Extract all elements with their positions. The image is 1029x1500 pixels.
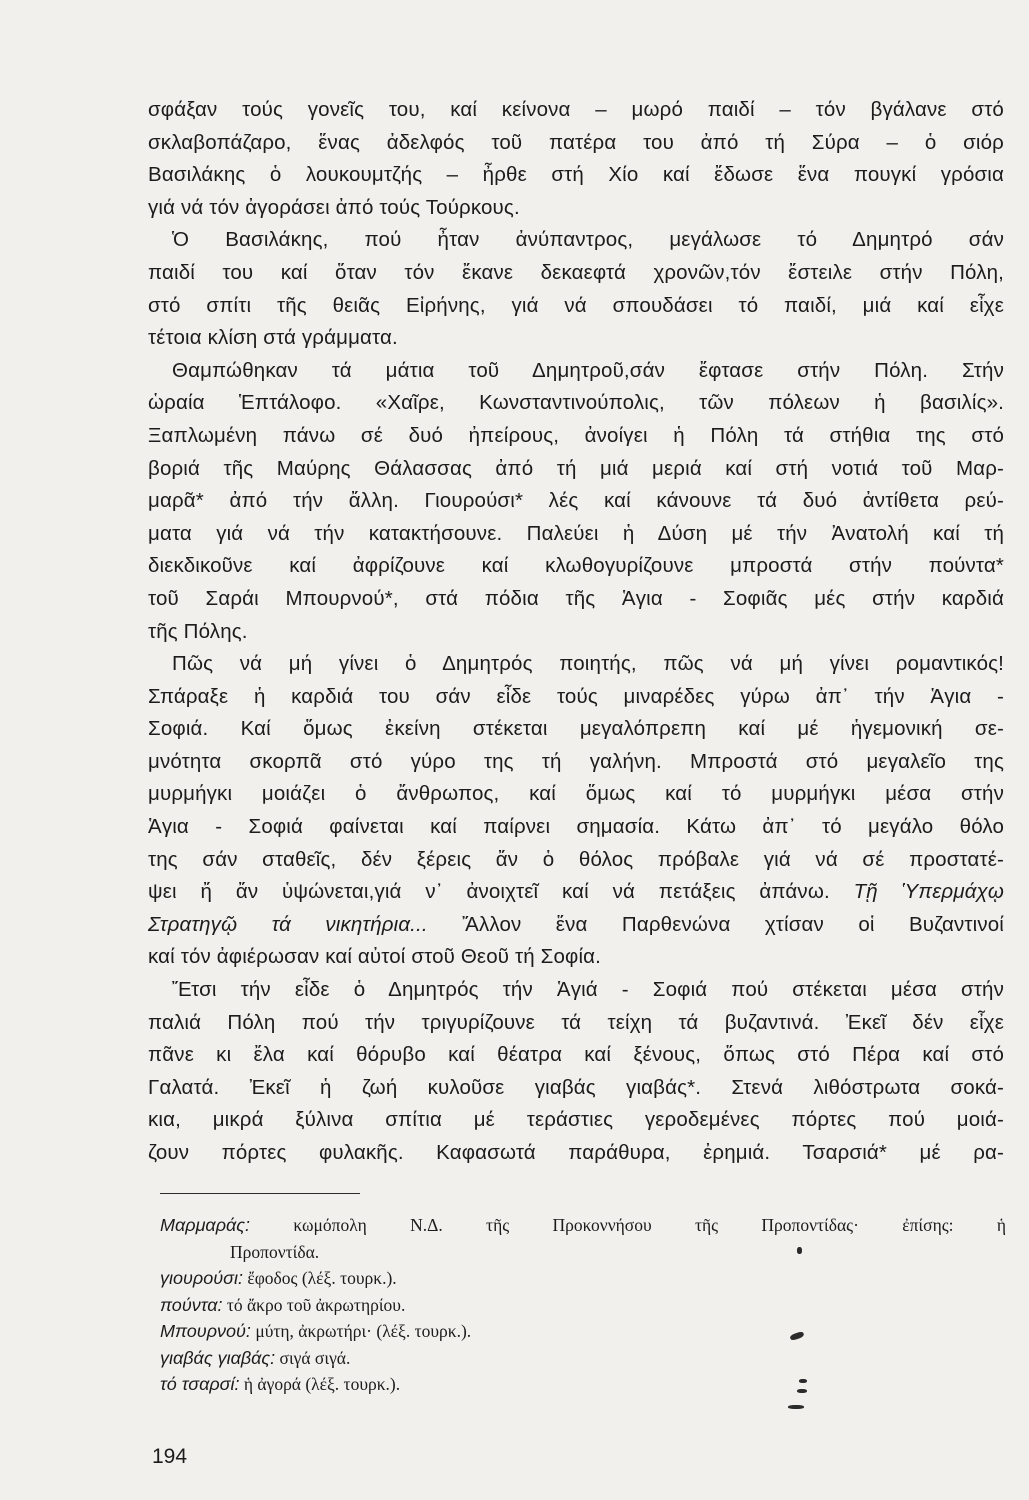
text-line: Ξαπλωμένη πάνω σέ δυό ἠπείρους, ἀνοίγει ἡ Πόλη τά στήθια της στό — [148, 423, 1004, 447]
text-line: Σοφιά. Καί ὅμως ἐκείνη στέκεται μεγαλόπρεπη καί μέ ἡγεμονική σε- — [148, 717, 1004, 741]
italic-quote: Στρατηγῷ τά νικητήρια... — [148, 912, 428, 936]
text-line: στό σπίτι τῆς θειᾶς Εἰρήνης, γιά νά σπουδάσει τό παιδί, μιά καί εἶχε — [148, 293, 1004, 317]
footnote — [160, 1345, 1006, 1372]
text-line: κια, μικρά ξύλινα σπίτια μέ τεράστιες γεροδεμένες πόρτες πού μοιά- — [148, 1108, 1004, 1132]
footnote-term: Μπουρνού: — [160, 1321, 251, 1341]
italic-quote: Τῇ Ὑπερμάχῳ — [829, 880, 1004, 904]
footnote-definition: ἔφοδος (λέξ. τουρκ.). — [242, 1268, 397, 1288]
text-line: παιδί του καί ὅταν τόν ἔκανε δεκαεφτά χρονῶν,τόν ἔστειλε στήν Πόλη, — [148, 260, 1004, 284]
footnote-term: πούντα: — [160, 1294, 223, 1315]
footnote-term: Μαρμαράς: — [160, 1215, 251, 1235]
ink-smudge — [797, 1247, 802, 1254]
footnote — [160, 1212, 1006, 1239]
text-line: σφάξαν τούς γονεῖς του, καί κείνονα – μωρό παιδί – τόν βγάλανε στό — [148, 98, 1004, 121]
text-line: ὡραία Ἑπτάλοφο. «Χαῖρε, Κωνσταντινούπολις, τῶν πόλεων ἡ βασιλίς». — [148, 391, 1004, 415]
text-line: Ὁ Βασιλάκης, πού ἦταν ἀνύπαντρος, μεγάλωσε τό Δημητρό σάν — [172, 228, 1004, 252]
footnote-definition: κωμόπολη Ν.Δ. τῆς Προκοννήσου τῆς Προποντίδας· ἐπίσης: ἡ — [250, 1215, 1006, 1235]
footnote-definition: μύτη, ἀκρωτήρι· (λέξ. τουρκ.). — [250, 1321, 472, 1341]
text-line: μαρᾶ* ἀπό τήν ἄλλη. Γιουρούσι* λές καί κάνουνε τά δυό ἀντίθετα ρεύ- — [148, 489, 1004, 513]
text-line: Πῶς νά μή γίνει ὁ Δημητρός ποιητής, πῶς νά μή γίνει ρομαντικός! — [172, 652, 1004, 676]
footnote — [160, 1371, 1006, 1398]
footnote-divider — [160, 1193, 360, 1194]
ink-smudge — [797, 1389, 807, 1393]
footnote-continuation: Προποντίδα. — [230, 1241, 320, 1262]
text-line-mixed — [148, 909, 1004, 942]
text-line: Θαμπώθηκαν τά μάτια τοῦ Δημητροῦ,σάν ἔφτασε στήν Πόλη. Στήν — [172, 358, 1004, 382]
text-line: ζουν πόρτες φυλακῆς. Καφασωτά παράθυρα, ἐρημιά. Τσαρσιά* μέ ρα- — [148, 1141, 1004, 1164]
text-line: Βασιλάκης ὁ λουκουμτζής – ἦρθε στή Χίο καί ἔδωσε ἕνα πουγκί γρόσια — [148, 163, 1004, 187]
footnote-definition: τό ἄκρο τοῦ ἀκρωτηρίου. — [222, 1294, 406, 1315]
footnote-term: γιουρούσι: — [160, 1268, 243, 1288]
text-line-mixed — [148, 876, 1004, 909]
text-line: σκλαβοπάζαρο, ἕνας ἀδελφός τοῦ πατέρα του ἀπό τή Σύρα – ὁ σιόρ — [148, 130, 1004, 154]
text-line: καί τόν ἀφιέρωσαν καί αὐτοί στοῦ Θεοῦ τή Σοφία. — [148, 945, 601, 969]
text-line: τῆς Πόλης. — [148, 619, 248, 643]
text-line: Ἔτσι τήν εἶδε ὁ Δημητρός τήν Ἁγιά - Σοφιά πού στέκεται μέσα στήν — [172, 978, 1004, 1002]
text-line: τέτοια κλίση στά γράμματα. — [148, 326, 398, 350]
footnote — [160, 1265, 1006, 1292]
text-line: μυρμήγκι μοιάζει ὁ ἄνθρωπος, καί ὅμως καί τό μυρμήγκι μέσα στήν — [148, 782, 1004, 806]
text-line: γιά νά τόν ἀγοράσει ἀπό τούς Τούρκους. — [148, 195, 520, 219]
footnote-term: τό τσαρσί: — [160, 1374, 240, 1394]
footnotes — [160, 1212, 1006, 1398]
text-line: της σάν σταθεῖς, δέν ξέρεις ἄν ὁ θόλος πρόβαλε γιά νά σέ προστατέ- — [148, 847, 1004, 871]
footnote-definition: σιγά σιγά. — [275, 1347, 351, 1368]
ink-smudge — [788, 1405, 804, 1409]
text-line: διεκδικοῦνε καί ἀφρίζουνε καί κλωθογυρίζουνε μπροστά στήν πούντα* — [148, 554, 1004, 578]
text-segment: ψει ἤ ἄν ὑψώνεται,γιά ν᾿ ἀνοιχτεῖ καί νά πετάξεις ἀπάνω. — [148, 880, 830, 904]
text-segment: Ἄλλον ἕνα Παρθενώνα χτίσαν οἱ Βυζαντινοί — [427, 912, 1004, 936]
text-line: πᾶνε κι ἔλα καί θόρυβο καί θέατρα καί ξένους, ὅπως στό Πέρα καί στό — [148, 1043, 1004, 1067]
text-line: Σπάραξε ἡ καρδιά του σάν εἶδε τούς μιναρέδες γύρω ἀπ᾿ τήν Ἁγια - — [148, 684, 1004, 708]
footnote — [160, 1318, 1006, 1345]
footnote-term: γιαβάς γιαβάς: — [160, 1347, 276, 1368]
ink-smudge — [799, 1379, 807, 1383]
text-line: παλιά Πόλη πού τήν τριγυρίζουνε τά τείχη τά βυζαντινά. Ἐκεῖ δέν εἶχε — [148, 1010, 1004, 1034]
text-line: Γαλατά. Ἐκεῖ ἡ ζωή κυλοῦσε γιαβάς γιαβάς*. Στενά λιθόστρωτα σοκά- — [148, 1075, 1004, 1099]
footnote — [160, 1292, 1006, 1319]
footnote-definition: ἡ ἀγορά (λέξ. τουρκ.). — [239, 1374, 401, 1394]
text-line: τοῦ Σαράι Μπουρνού*, στά πόδια τῆς Ἁγια - Σοφιᾶς μές στήν καρδιά — [148, 586, 1004, 610]
text-line: βοριά τῆς Μαύρης Θάλασσας ἀπό τή μιά μεριά καί στή νοτιά τοῦ Μαρ- — [148, 456, 1004, 480]
text-line: Ἁγια - Σοφιά φαίνεται καί παίρνει σημασία. Κάτω ἀπ᾿ τό μεγάλο θόλο — [148, 815, 1004, 839]
text-line: ματα γιά νά τήν κατακτήσουνε. Παλεύει ἡ Δύση μέ τήν Ἀνατολή καί τή — [148, 521, 1004, 545]
page-number: 194 — [152, 1445, 188, 1468]
body-text — [148, 94, 1004, 1170]
text-line: μνότητα σκορπᾶ στό γύρο της τή γαλήνη. Μπροστά στό μεγαλεῖο της — [148, 749, 1004, 773]
